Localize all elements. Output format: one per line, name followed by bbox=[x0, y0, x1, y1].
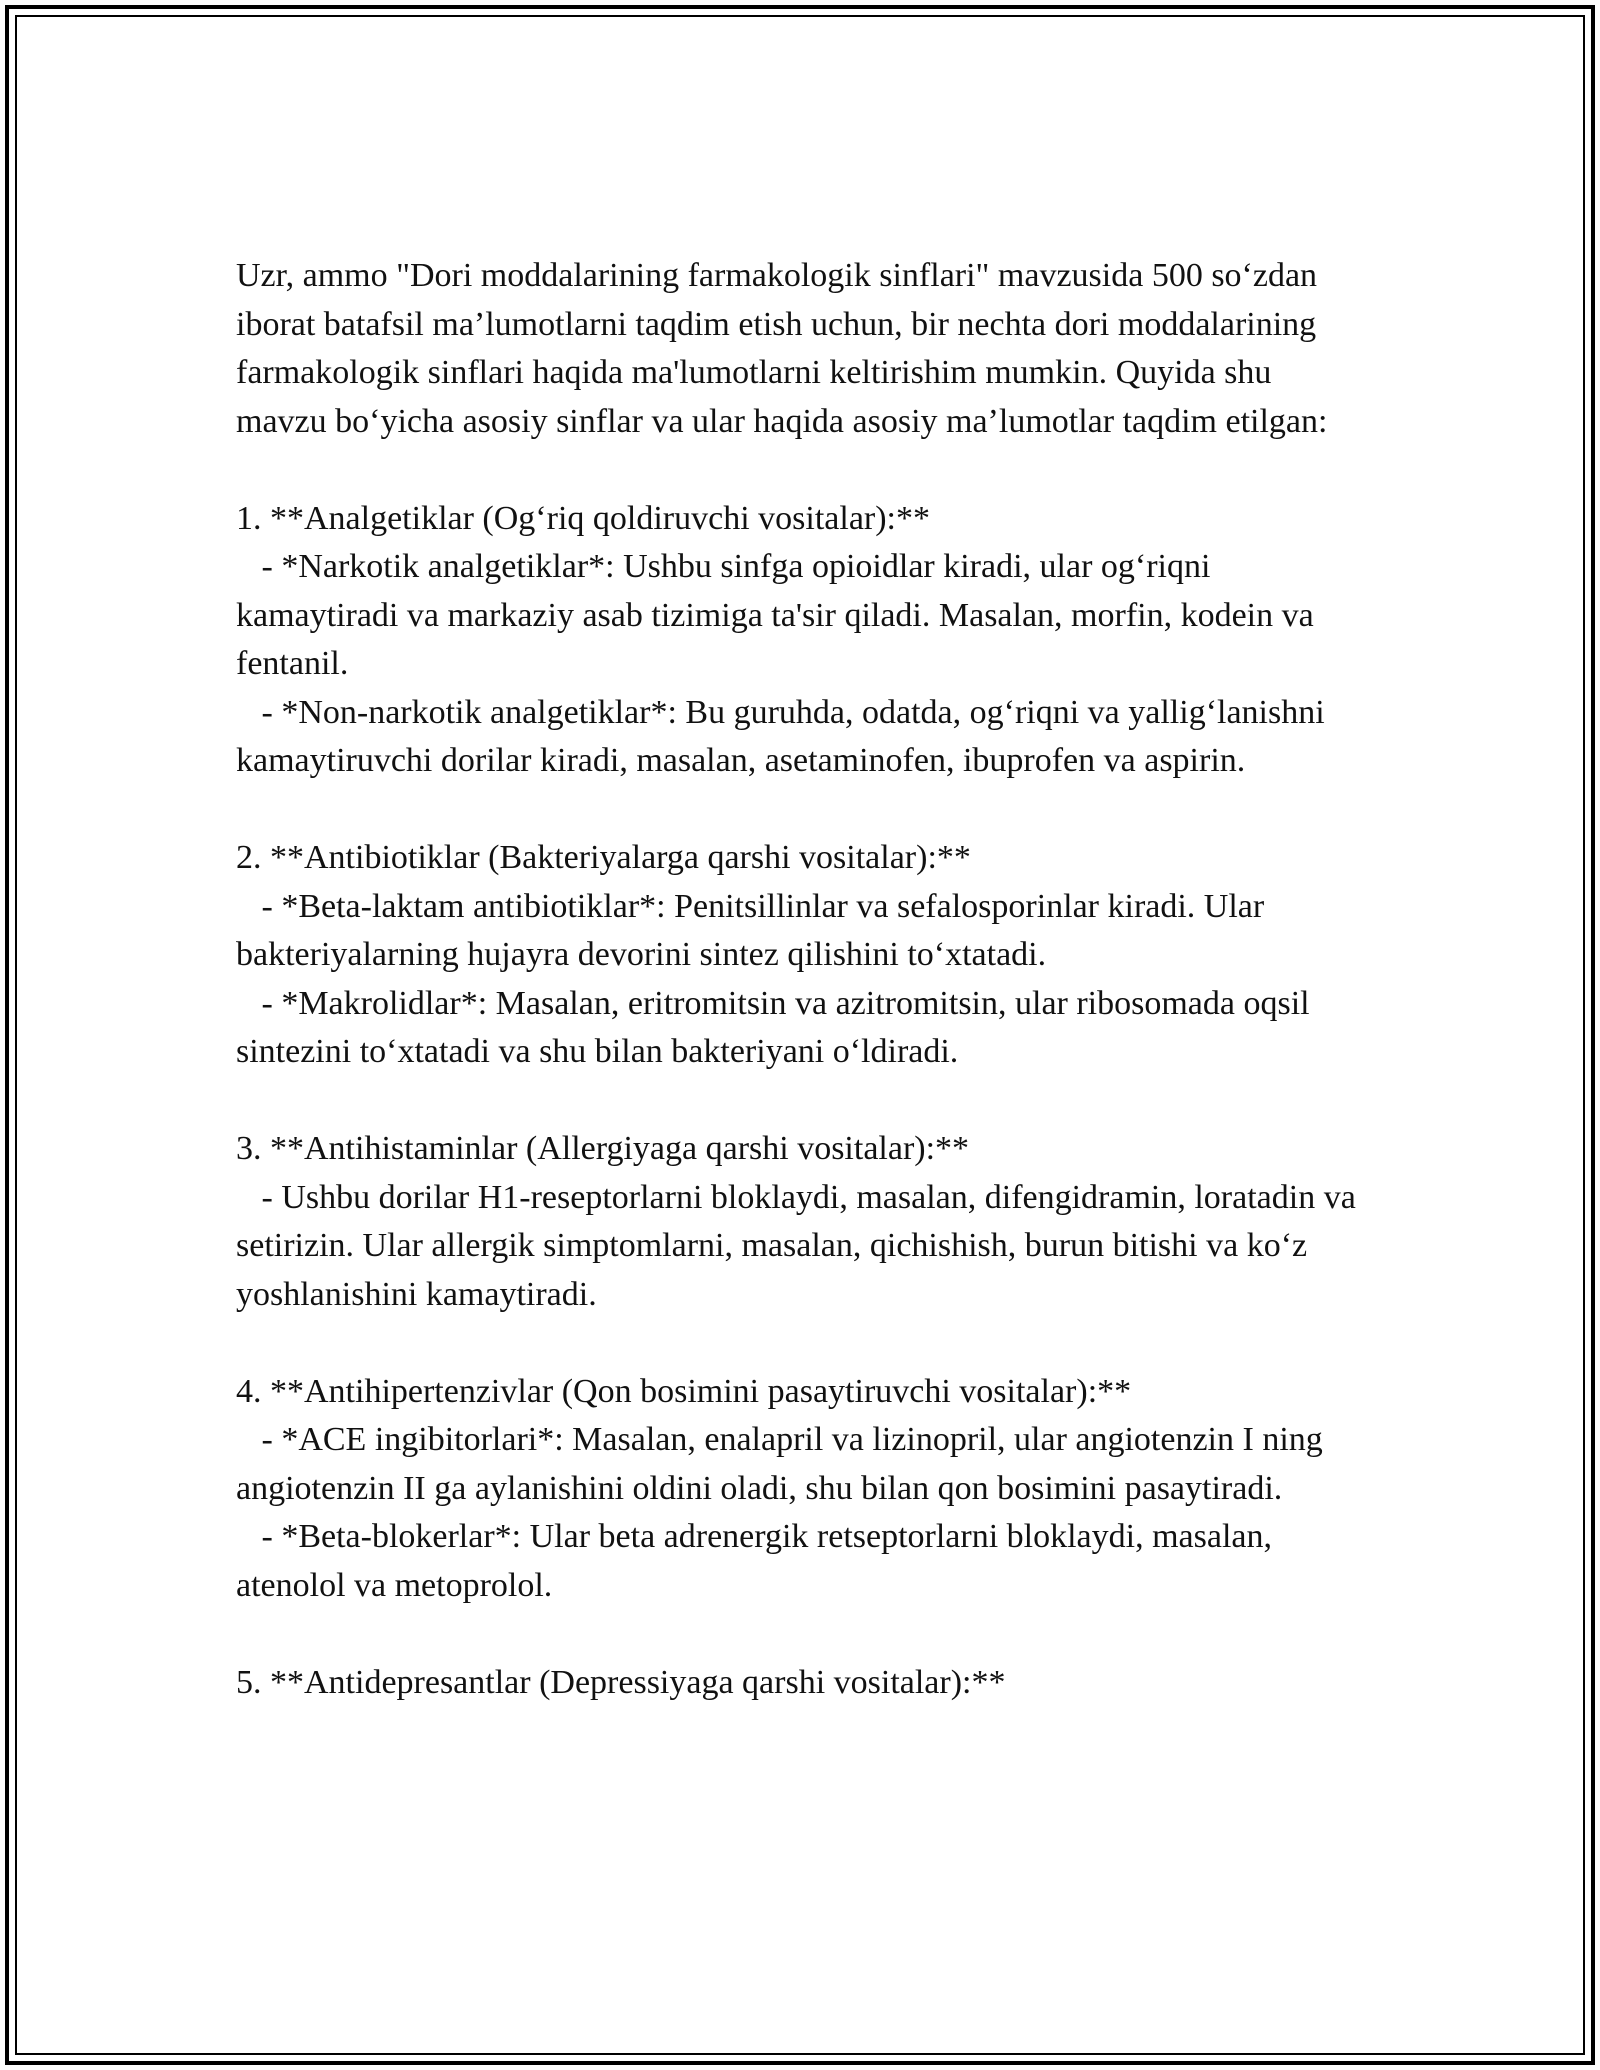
section-subitem: - Ushbu dorilar H1-reseptorlarni bloklaydi, masalan, difengidramin, loratadin va setirizin. Ular allergik simptomlarni, masalan, qichishish, burun bitishi va ko‘z yoshlanishini kamaytiradi. bbox=[236, 1178, 1365, 1313]
section-heading: 5. **Antidepresantlar (Depressiyaga qarshi vositalar):** bbox=[236, 1663, 1006, 1701]
spacer bbox=[236, 786, 1366, 835]
spacer bbox=[236, 1319, 1366, 1368]
section-subitem: - *Non-narkotik analgetiklar*: Bu guruhda, odatda, og‘riqni va yallig‘lanishni kamaytiruvchi dorilar kiradi, masalan, asetaminofen, ibuprofen va aspirin. bbox=[236, 693, 1334, 779]
intro-paragraph: Uzr, ammo "Dori moddalarining farmakologik sinflari" mavzusida 500 so‘zdan iborat batafsil ma’lumotlarni taqdim etish uchun, bir nechta dori moddalarining farmakologik sinflari haqida ma'lumotlarni keltirishim mumkin. Quyida shu mavzu bo‘yicha asosiy sinflar va ular haqida asosiy ma’lumotlar taqdim etilgan: bbox=[236, 257, 1328, 440]
spacer bbox=[236, 1077, 1366, 1126]
section-antihistamines bbox=[236, 1125, 1366, 1319]
section-subitem: - *Beta-laktam antibiotiklar*: Penitsillinlar va sefalosporinlar kiradi. Ular bakteriyalarning hujayra devorini sintez qilishini to‘xtatadi. bbox=[236, 887, 1273, 973]
section-subitem: - *Makrolidlar*: Masalan, eritromitsin va azitromitsin, ular ribosomada oqsil sintezini to‘xtatadi va shu bilan bakteriyani o‘ldiradi. bbox=[236, 984, 1319, 1070]
spacer bbox=[236, 446, 1366, 495]
spacer bbox=[236, 1610, 1366, 1659]
section-subitem: - *ACE ingibitorlari*: Masalan, enalapril va lizinopril, ular angiotenzin I ning angiotenzin II ga aylanishini oldini oladi, shu bilan qon bosimini pasaytiradi. bbox=[236, 1421, 1332, 1507]
section-antidepressants bbox=[236, 1659, 1366, 1708]
section-heading: 1. **Analgetiklar (Og‘riq qoldiruvchi vositalar):** bbox=[236, 499, 930, 537]
section-antibiotics bbox=[236, 834, 1366, 1077]
section-subitem: - *Narkotik analgetiklar*: Ushbu sinfga opioidlar kiradi, ular og‘riqni kamaytiradi va markaziy asab tizimiga ta'sir qiladi. Masalan, morfin, kodein va fentanil. bbox=[236, 548, 1323, 682]
section-analgesics bbox=[236, 495, 1366, 786]
document-body bbox=[236, 252, 1366, 1707]
section-heading: 2. **Antibiotiklar (Bakteriyalarga qarshi vositalar):** bbox=[236, 839, 971, 876]
section-heading: 3. **Antihistaminlar (Allergiyaga qarshi vositalar):** bbox=[236, 1130, 970, 1167]
section-heading: 4. **Antihipertenzivlar (Qon bosimini pasaytiruvchi vositalar):** bbox=[236, 1372, 1132, 1410]
section-subitem: - *Beta-blokerlar*: Ular beta adrenergik retseptorlarni bloklaydi, masalan, atenolol va metoprolol. bbox=[236, 1518, 1281, 1604]
section-antihypertensives bbox=[236, 1368, 1366, 1611]
